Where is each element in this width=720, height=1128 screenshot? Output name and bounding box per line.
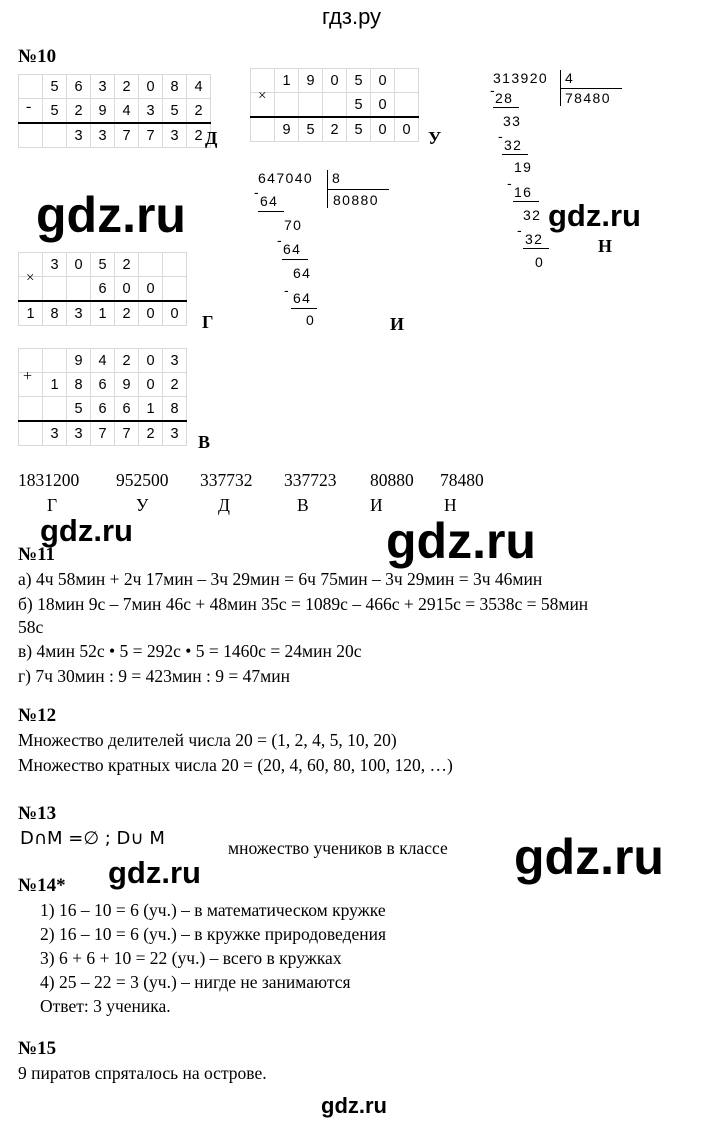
digit-group: 28 — [495, 90, 514, 106]
grid-cell — [19, 123, 43, 148]
watermark-logo: gdz.ru — [514, 829, 664, 885]
watermark-logo: gdz.ru — [36, 187, 186, 243]
task11-line-b: б) 18мин 9с – 7мин 46с + 48мин 35с = 1089с – 466с + 2915с = 3538с = 58мин — [18, 594, 589, 614]
grid-row — [19, 397, 187, 422]
grid-cell — [395, 69, 419, 93]
grid-cell: 7 — [115, 123, 139, 148]
grid-cell — [43, 349, 67, 373]
set-formula: D∩M =∅ ; D∪ M — [20, 828, 165, 849]
letter-n: Н — [598, 236, 613, 256]
digit-group: - — [254, 184, 261, 200]
grid-cell: 9 — [67, 349, 91, 373]
grid-row — [19, 349, 187, 373]
grid-row — [19, 373, 187, 397]
letter-d: Д — [205, 128, 218, 148]
digit-group: Г — [47, 495, 58, 515]
digit-group: 78480 — [440, 470, 484, 490]
grid-cell: 9 — [115, 373, 139, 397]
grid-cell: 6 — [91, 397, 115, 422]
task14-line-5: Ответ: 3 ученика. — [40, 996, 171, 1016]
task12-line-1: Множество делителей числа 20 = (1, 2, 4, 5, 10, 20) — [18, 730, 397, 750]
dividend: 647040 — [258, 170, 314, 186]
digit-group: В — [297, 495, 309, 515]
digit-group: У — [136, 495, 149, 515]
grid-cell — [19, 397, 43, 422]
letter-v: В — [198, 432, 211, 452]
times-sign: × — [26, 270, 35, 286]
grid-cell: 0 — [139, 349, 163, 373]
digit-group: 0 — [306, 312, 316, 328]
digit-group: 0 — [535, 254, 545, 270]
task14-line-4: 4) 25 – 22 = 3 (уч.) – нигде не занимаются — [40, 972, 351, 992]
addition-grid — [18, 348, 187, 446]
quotient: 80880 — [333, 192, 379, 208]
task11-line-c: в) 4мин 52с • 5 = 292с • 5 = 1460с = 24мин 20с — [18, 641, 362, 661]
grid-cell: 2 — [323, 117, 347, 142]
grid-cell: 5 — [163, 99, 187, 124]
task15-title: №15 — [18, 1038, 57, 1059]
digit-group: 80880 — [370, 470, 414, 490]
digit-group: 64 — [283, 241, 302, 257]
grid-cell: 9 — [275, 117, 299, 142]
digit-group: 32 — [504, 137, 523, 153]
grid-row — [251, 93, 419, 118]
letter-i: И — [390, 314, 405, 334]
multiplication-grid-1 — [250, 68, 419, 142]
grid-cell: 3 — [163, 421, 187, 446]
watermark-logo: gdz.ru — [40, 513, 133, 548]
digit-group: И — [370, 495, 383, 515]
subtraction-grid — [18, 74, 211, 148]
grid-cell — [139, 253, 163, 277]
grid-cell: 0 — [371, 117, 395, 142]
grid-cell: 2 — [115, 349, 139, 373]
digit-group: 64 — [293, 290, 312, 306]
grid-cell: 0 — [371, 69, 395, 93]
grid-row — [19, 75, 211, 99]
digit-group: - — [498, 128, 505, 144]
grid-cell: 2 — [115, 301, 139, 326]
digit-group: 16 — [514, 184, 533, 200]
times-sign: × — [258, 88, 267, 104]
digit-group: 64 — [293, 265, 312, 281]
grid-cell: 3 — [91, 75, 115, 99]
grid-cell: 0 — [139, 277, 163, 302]
grid-row — [251, 69, 419, 93]
grid-cell: 6 — [115, 397, 139, 422]
watermark-logo: gdz.ru — [548, 198, 641, 233]
grid-cell: 3 — [91, 123, 115, 148]
grid-cell — [43, 397, 67, 422]
digit-group: 64 — [260, 193, 279, 209]
watermark-logo: gdz.ru — [108, 855, 201, 890]
grid-cell: 3 — [67, 123, 91, 148]
grid-cell: 1 — [43, 373, 67, 397]
letter-u: У — [428, 128, 442, 148]
task13-text: множество учеников в классе — [228, 838, 448, 858]
grid-row — [19, 277, 187, 302]
grid-cell: 7 — [139, 123, 163, 148]
grid-cell — [251, 117, 275, 142]
task11-title: №11 — [18, 544, 56, 565]
grid-cell: 3 — [163, 123, 187, 148]
grid-cell — [19, 75, 43, 99]
grid-cell: 0 — [371, 93, 395, 118]
grid-cell: 0 — [115, 277, 139, 302]
digit-group: - — [517, 222, 524, 238]
digit-group: 952500 — [116, 470, 169, 490]
grid-cell: 1 — [275, 69, 299, 93]
multiplication-block-1 — [250, 68, 419, 142]
watermark-logo: gdz.ru — [386, 513, 536, 569]
grid-cell: 5 — [347, 69, 371, 93]
grid-cell — [19, 421, 43, 446]
grid-cell: 4 — [187, 75, 211, 99]
grid-cell: 5 — [347, 93, 371, 118]
grid-cell: 3 — [139, 99, 163, 124]
task11-line-d: г) 7ч 30мин : 9 = 423мин : 9 = 47мин — [18, 666, 290, 686]
grid-cell: 0 — [139, 373, 163, 397]
grid-cell: 5 — [67, 397, 91, 422]
grid-cell: 0 — [163, 301, 187, 326]
grid-cell: 3 — [43, 253, 67, 277]
task14-line-2: 2) 16 – 10 = 6 (уч.) – в кружке природоведения — [40, 924, 387, 944]
grid-cell: 2 — [67, 99, 91, 124]
grid-cell: 7 — [91, 421, 115, 446]
grid-cell: 3 — [67, 421, 91, 446]
grid-cell — [43, 123, 67, 148]
digit-group: 32 — [523, 207, 542, 223]
grid-cell: 2 — [187, 123, 211, 148]
grid-cell: 8 — [43, 301, 67, 326]
task14-line-3: 3) 6 + 6 + 10 = 22 (уч.) – всего в кружках — [40, 948, 342, 968]
addition-block — [18, 348, 187, 446]
grid-cell: 0 — [323, 69, 347, 93]
digit-group: Н — [444, 495, 457, 515]
grid-cell: 8 — [163, 75, 187, 99]
digit-group: 337723 — [284, 470, 337, 490]
task12-line-2: Множество кратных числа 20 = (20, 4, 60, 80, 100, 120, …) — [18, 755, 453, 775]
grid-row — [19, 99, 211, 124]
grid-cell: 5 — [299, 117, 323, 142]
grid-cell — [299, 93, 323, 118]
subtraction-block — [18, 74, 211, 148]
digit-group: Д — [218, 495, 230, 515]
task12-title: №12 — [18, 705, 57, 726]
grid-cell: 2 — [187, 99, 211, 124]
grid-cell: 4 — [115, 99, 139, 124]
digit-group: - — [507, 175, 514, 191]
grid-cell — [275, 93, 299, 118]
digit-group: 33 — [503, 113, 522, 129]
grid-cell: 0 — [395, 117, 419, 142]
grid-cell: 5 — [43, 75, 67, 99]
grid-cell: 1 — [19, 301, 43, 326]
grid-cell — [43, 277, 67, 302]
long-division-2 — [254, 170, 408, 340]
task14-line-1: 1) 16 – 10 = 6 (уч.) – в математическом кружке — [40, 900, 386, 920]
grid-cell: 6 — [91, 277, 115, 302]
grid-cell — [323, 93, 347, 118]
digit-group: 32 — [525, 231, 544, 247]
grid-cell — [163, 277, 187, 302]
grid-cell: 2 — [163, 373, 187, 397]
letter-g: Г — [202, 312, 214, 332]
grid-row — [19, 123, 211, 148]
minus-sign: - — [26, 98, 32, 115]
grid-cell: 6 — [67, 75, 91, 99]
grid-cell: 5 — [43, 99, 67, 124]
grid-cell: 2 — [115, 253, 139, 277]
grid-cell: 3 — [43, 421, 67, 446]
divisor: 8 — [332, 170, 342, 186]
digit-group: - — [490, 82, 497, 98]
grid-cell: 4 — [91, 349, 115, 373]
grid-cell: 2 — [139, 421, 163, 446]
grid-cell: 9 — [91, 99, 115, 124]
grid-cell: 8 — [67, 373, 91, 397]
long-division-1 — [490, 70, 653, 280]
digit-group: - — [277, 232, 284, 248]
digit-group: - — [284, 282, 291, 298]
site-header: гдз.ру — [322, 4, 382, 29]
plus-sign: + — [23, 368, 33, 385]
grid-cell: 8 — [163, 397, 187, 422]
digit-group: 1831200 — [18, 470, 80, 490]
grid-cell: 5 — [347, 117, 371, 142]
grid-cell: 1 — [139, 397, 163, 422]
digit-group: 70 — [284, 217, 303, 233]
watermark-logo: gdz.ru — [321, 1093, 387, 1118]
grid-row — [19, 253, 187, 277]
grid-cell — [163, 253, 187, 277]
task13-title: №13 — [18, 803, 57, 824]
digit-group: 337732 — [200, 470, 253, 490]
grid-row — [251, 117, 419, 142]
quotient: 78480 — [565, 90, 611, 106]
grid-cell: 7 — [115, 421, 139, 446]
grid-cell: 0 — [139, 301, 163, 326]
divisor: 4 — [565, 70, 575, 86]
grid-cell: 2 — [115, 75, 139, 99]
digit-group: 19 — [514, 159, 533, 175]
grid-row — [19, 421, 187, 446]
grid-cell: 1 — [91, 301, 115, 326]
task15-line-1: 9 пиратов спряталось на острове. — [18, 1063, 267, 1083]
grid-cell: 3 — [163, 349, 187, 373]
grid-cell — [67, 277, 91, 302]
grid-cell: 6 — [91, 373, 115, 397]
grid-cell: 0 — [139, 75, 163, 99]
task10-title: №10 — [18, 46, 57, 67]
task14-title: №14* — [18, 875, 66, 896]
grid-cell — [395, 93, 419, 118]
dividend: 313920 — [493, 70, 549, 86]
multiplication-block-2 — [18, 252, 187, 326]
task11-line-a: а) 4ч 58мин + 2ч 17мин – 3ч 29мин = 6ч 75мин – 3ч 29мин = 3ч 46мин — [18, 569, 543, 589]
grid-row — [19, 301, 187, 326]
multiplication-grid-2 — [18, 252, 187, 326]
grid-cell: 3 — [67, 301, 91, 326]
grid-cell: 5 — [91, 253, 115, 277]
grid-cell: 0 — [67, 253, 91, 277]
grid-cell: 9 — [299, 69, 323, 93]
task11-line-b-cont: 58с — [18, 617, 44, 637]
